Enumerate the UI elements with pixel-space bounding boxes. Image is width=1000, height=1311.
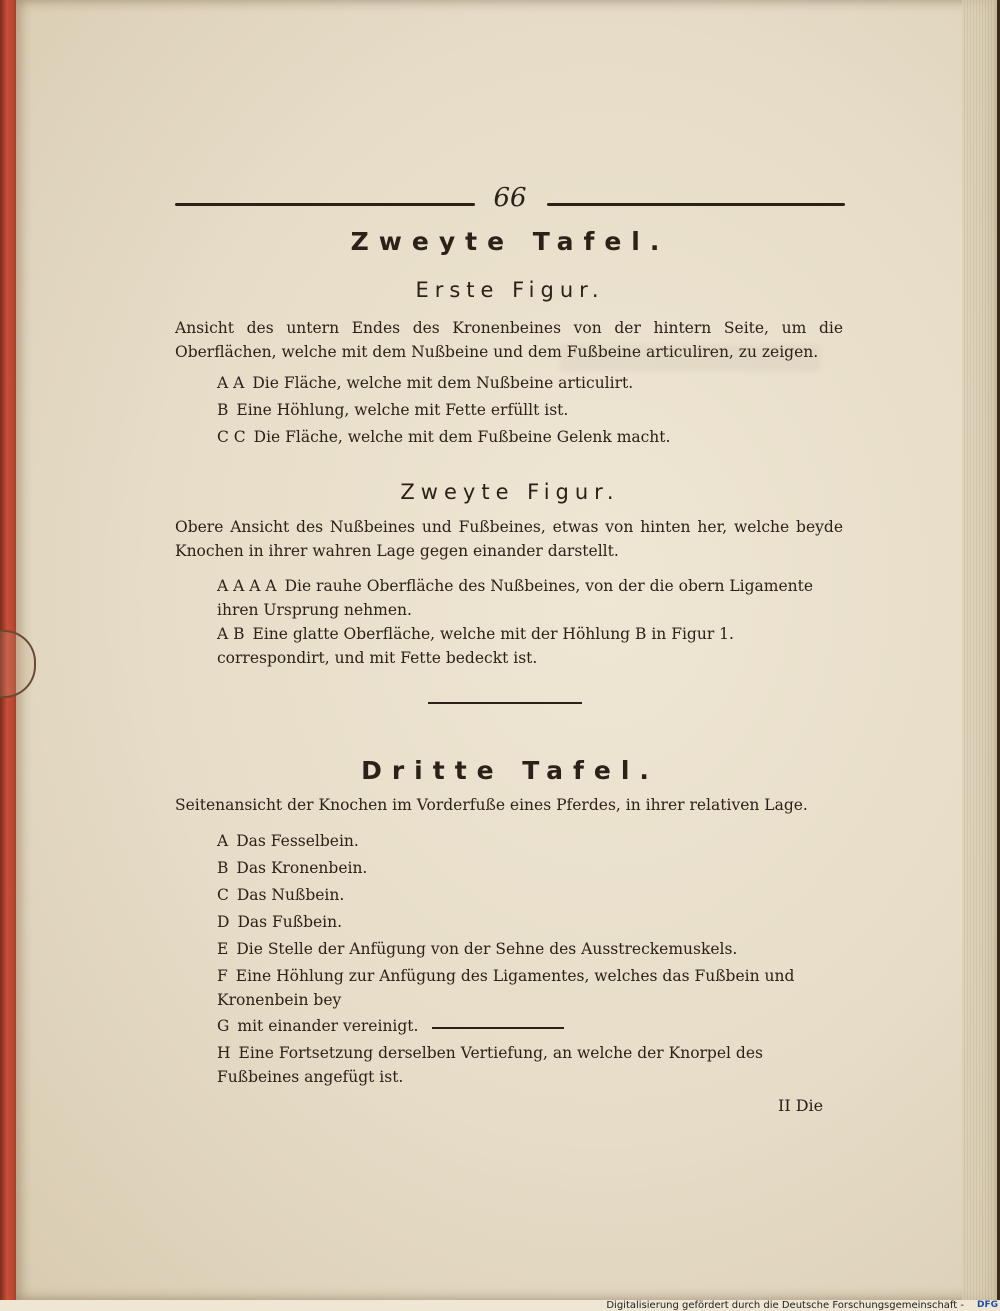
legend-item xyxy=(217,937,842,961)
legend-text: Die Fläche, welche mit dem Nußbeine articulirt. xyxy=(252,374,634,392)
legend-text: mit einander vereinigt. xyxy=(237,1017,419,1035)
legend-item xyxy=(217,1014,842,1038)
legend-item xyxy=(217,856,842,880)
legend-key: E xyxy=(217,940,229,958)
plate-heading: Dritte Tafel. xyxy=(361,756,659,785)
dfg-logo: DFG xyxy=(976,1300,998,1310)
figure-description: Ansicht des untern Endes des Kronenbeines von der hintern Seite, um die Oberflächen, welche mit dem Nußbeine und dem Fußbeine articuliren, zu zeigen. xyxy=(175,319,843,361)
legend-text: Das Nußbein. xyxy=(236,886,345,904)
legend-key: F xyxy=(217,967,228,985)
legend-text: Die Stelle der Anfügung von der Sehne des Ausstreckemuskels. xyxy=(236,940,738,958)
legend-text: Eine glatte Oberfläche, welche mit der Höhlung B in Figur 1. correspondirt, und mit Fette bedeckt ist. xyxy=(217,625,734,667)
page-number: 66 xyxy=(493,183,527,213)
legend-key: A A A A xyxy=(217,577,277,595)
legend-item xyxy=(217,425,842,449)
figure-description: Obere Ansicht des Nußbeines und Fußbeines, etwas von hinten her, welche beyde Knochen in ihrer wahren Lage gegen einander darstellt. xyxy=(175,518,843,560)
legend-item xyxy=(217,371,842,395)
legend-item xyxy=(217,829,842,853)
legend-text: Die rauhe Oberfläche des Nußbeines, von der die obern Ligamente ihren Ursprung nehmen. xyxy=(217,577,814,619)
digitization-footer xyxy=(0,1300,1000,1311)
legend-item xyxy=(217,574,842,622)
legend-key: G xyxy=(217,1017,230,1035)
header-rule-right xyxy=(547,203,845,206)
page-edge-stack xyxy=(962,0,994,1300)
legend-text: Eine Höhlung zur Anfügung des Ligamentes, welches das Fußbein und Kronenbein bey xyxy=(217,967,795,1009)
legend-text: Eine Höhlung, welche mit Fette erfüllt ist. xyxy=(236,401,569,419)
catchword: II Die xyxy=(778,1096,824,1115)
footer-credit: Digitalisierung gefördert durch die Deutsche Forschungsgemeinschaft - xyxy=(606,1300,964,1311)
legend-key: A A xyxy=(217,374,245,392)
legend-text: Eine Fortsetzung derselben Vertiefung, an welche der Knorpel des Fußbeines angefügt ist. xyxy=(217,1044,763,1086)
legend-text: Das Fesselbein. xyxy=(236,832,359,850)
section-divider xyxy=(428,702,582,704)
blank-line xyxy=(432,1027,564,1029)
legend-item xyxy=(217,883,842,907)
legend-key: A xyxy=(217,832,229,850)
legend-key: D xyxy=(217,913,230,931)
legend-text: Das Kronenbein. xyxy=(236,859,368,877)
figure-heading: Zweyte Figur. xyxy=(400,480,620,504)
legend-key: C C xyxy=(217,428,246,446)
legend-item xyxy=(217,910,842,934)
figure-heading: Erste Figur. xyxy=(415,278,605,302)
legend-item xyxy=(217,1041,842,1089)
legend-key: B xyxy=(217,401,229,419)
legend-item xyxy=(217,964,842,1012)
running-header xyxy=(175,183,845,213)
legend-key: H xyxy=(217,1044,231,1062)
figure-description: Seitenansicht der Knochen im Vorderfuße eines Pferdes, in ihrer relativen Lage. xyxy=(175,796,808,814)
legend-text: Die Fläche, welche mit dem Fußbeine Gelenk macht. xyxy=(253,428,671,446)
plate-heading: Zweyte Tafel. xyxy=(350,227,670,256)
legend-item xyxy=(217,398,842,422)
legend-item xyxy=(217,622,842,670)
legend-key: C xyxy=(217,886,229,904)
legend-key: A B xyxy=(217,625,245,643)
legend-key: B xyxy=(217,859,229,877)
legend-text: Das Fußbein. xyxy=(237,913,343,931)
